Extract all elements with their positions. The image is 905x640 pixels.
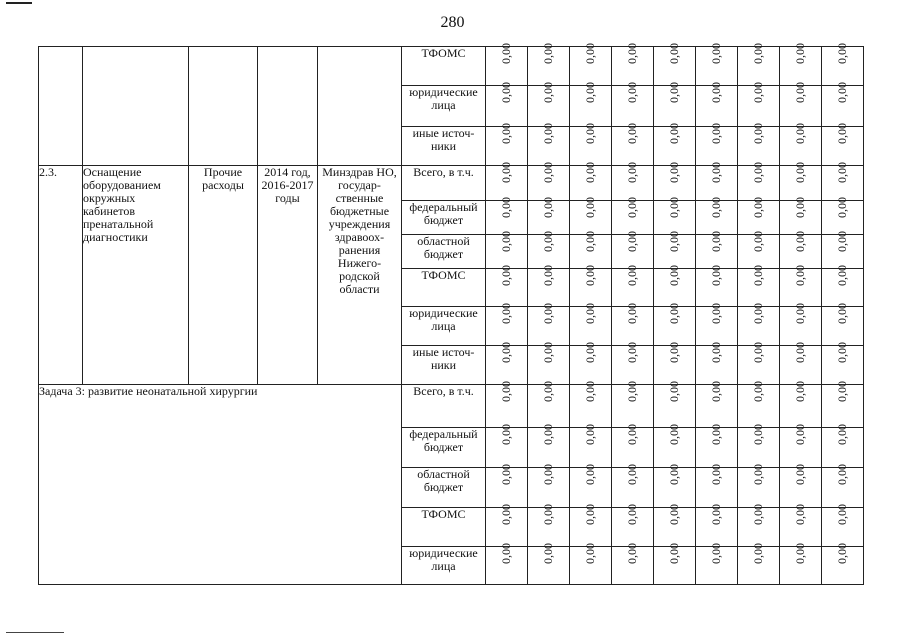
funding-source-label: федеральный бюджет xyxy=(402,201,486,235)
value-cell xyxy=(780,43,822,86)
value-cell xyxy=(738,43,780,86)
value-cell xyxy=(528,162,570,201)
value-text: 0,00 xyxy=(709,504,723,525)
value-text: 0,00 xyxy=(625,424,639,445)
value-text: 0,00 xyxy=(583,43,597,64)
item-executor: Минздрав НО, государ-ственные бюджетные учреждения здравоох-ранения Нижего-родской области xyxy=(318,166,402,385)
value-cell xyxy=(780,123,822,166)
value-text: 0,00 xyxy=(793,303,807,324)
value-text: 0,00 xyxy=(541,197,555,218)
funding-source-label: ТФОМС xyxy=(402,47,486,86)
value-text: 0,00 xyxy=(499,82,513,103)
value-text: 0,00 xyxy=(667,265,681,286)
value-text: 0,00 xyxy=(751,342,765,363)
value-cell xyxy=(570,303,612,346)
value-text: 0,00 xyxy=(667,424,681,445)
value-cell xyxy=(696,43,738,86)
value-cell xyxy=(570,464,612,508)
value-text: 0,00 xyxy=(793,197,807,218)
value-cell xyxy=(738,543,780,585)
value-text: 0,00 xyxy=(667,504,681,525)
value-cell xyxy=(654,381,696,428)
value-text: 0,00 xyxy=(667,342,681,363)
value-text: 0,00 xyxy=(709,231,723,252)
value-text: 0,00 xyxy=(541,504,555,525)
value-text: 0,00 xyxy=(499,424,513,445)
value-text: 0,00 xyxy=(835,231,849,252)
value-cell xyxy=(528,265,570,307)
value-text: 0,00 xyxy=(625,464,639,485)
value-cell xyxy=(822,464,864,508)
value-text: 0,00 xyxy=(793,543,807,564)
value-text: 0,00 xyxy=(583,381,597,402)
funding-source-label: иные источ-ники xyxy=(402,127,486,166)
value-cell xyxy=(738,303,780,346)
value-cell xyxy=(738,265,780,307)
value-cell xyxy=(696,381,738,428)
value-cell xyxy=(612,543,654,585)
value-cell xyxy=(612,197,654,235)
value-text: 0,00 xyxy=(709,265,723,286)
value-cell xyxy=(822,82,864,127)
value-text: 0,00 xyxy=(583,464,597,485)
value-cell xyxy=(822,231,864,269)
value-cell xyxy=(528,543,570,585)
value-text: 0,00 xyxy=(625,504,639,525)
value-cell xyxy=(654,197,696,235)
value-cell xyxy=(654,464,696,508)
value-text: 0,00 xyxy=(667,43,681,64)
table-row xyxy=(39,385,864,428)
value-cell xyxy=(486,162,528,201)
value-text: 0,00 xyxy=(667,82,681,103)
funding-source-label: юридические лица xyxy=(402,547,486,585)
value-cell xyxy=(696,162,738,201)
value-cell xyxy=(696,303,738,346)
value-text: 0,00 xyxy=(625,162,639,183)
value-text: 0,00 xyxy=(751,265,765,286)
value-cell xyxy=(612,464,654,508)
value-text: 0,00 xyxy=(751,123,765,144)
value-cell xyxy=(528,464,570,508)
value-cell xyxy=(528,424,570,468)
funding-source-label: федеральный бюджет xyxy=(402,428,486,468)
value-text: 0,00 xyxy=(835,123,849,144)
value-cell xyxy=(528,197,570,235)
value-text: 0,00 xyxy=(835,82,849,103)
corner-rule xyxy=(6,2,32,4)
value-cell xyxy=(486,123,528,166)
value-text: 0,00 xyxy=(625,82,639,103)
value-text: 0,00 xyxy=(541,82,555,103)
value-text: 0,00 xyxy=(835,342,849,363)
value-cell xyxy=(570,543,612,585)
value-cell xyxy=(486,543,528,585)
value-cell xyxy=(528,123,570,166)
value-text: 0,00 xyxy=(751,381,765,402)
value-cell xyxy=(570,43,612,86)
value-cell xyxy=(696,123,738,166)
value-text: 0,00 xyxy=(583,265,597,286)
value-cell xyxy=(822,162,864,201)
value-cell xyxy=(654,123,696,166)
value-cell xyxy=(528,504,570,547)
value-cell xyxy=(822,381,864,428)
value-text: 0,00 xyxy=(793,43,807,64)
value-text: 0,00 xyxy=(709,381,723,402)
value-cell xyxy=(738,381,780,428)
bottom-rule xyxy=(6,632,64,633)
value-cell xyxy=(822,303,864,346)
value-text: 0,00 xyxy=(793,231,807,252)
value-text: 0,00 xyxy=(793,464,807,485)
value-cell xyxy=(570,342,612,385)
value-text: 0,00 xyxy=(583,543,597,564)
empty-cell-num xyxy=(39,47,83,166)
value-cell xyxy=(654,43,696,86)
value-text: 0,00 xyxy=(541,464,555,485)
value-cell xyxy=(822,504,864,547)
value-cell xyxy=(486,197,528,235)
value-cell xyxy=(528,82,570,127)
value-cell xyxy=(528,231,570,269)
value-cell xyxy=(780,464,822,508)
value-text: 0,00 xyxy=(583,197,597,218)
value-cell xyxy=(738,424,780,468)
value-cell xyxy=(738,342,780,385)
value-cell xyxy=(780,303,822,346)
value-text: 0,00 xyxy=(835,43,849,64)
value-text: 0,00 xyxy=(625,43,639,64)
value-cell xyxy=(612,303,654,346)
value-cell xyxy=(738,162,780,201)
value-text: 0,00 xyxy=(835,424,849,445)
value-cell xyxy=(780,504,822,547)
value-cell xyxy=(528,381,570,428)
value-text: 0,00 xyxy=(499,464,513,485)
value-cell xyxy=(612,265,654,307)
funding-source-label: ТФОМС xyxy=(402,508,486,547)
value-text: 0,00 xyxy=(751,197,765,218)
value-text: 0,00 xyxy=(709,82,723,103)
funding-source-label: областной бюджет xyxy=(402,235,486,269)
value-cell xyxy=(486,303,528,346)
value-text: 0,00 xyxy=(541,381,555,402)
value-cell xyxy=(612,342,654,385)
value-text: 0,00 xyxy=(751,82,765,103)
value-cell xyxy=(654,342,696,385)
value-text: 0,00 xyxy=(751,162,765,183)
value-cell xyxy=(486,464,528,508)
value-text: 0,00 xyxy=(751,464,765,485)
value-cell xyxy=(570,504,612,547)
empty-cell-name xyxy=(83,47,189,166)
value-cell xyxy=(570,162,612,201)
value-text: 0,00 xyxy=(499,381,513,402)
item-years: 2014 год, 2016-2017 годы xyxy=(258,166,318,385)
value-text: 0,00 xyxy=(835,303,849,324)
value-cell xyxy=(612,424,654,468)
funding-table-body xyxy=(39,43,864,585)
item-cost-category: Прочие расходы xyxy=(189,166,258,385)
value-text: 0,00 xyxy=(835,265,849,286)
value-cell xyxy=(654,82,696,127)
value-text: 0,00 xyxy=(709,424,723,445)
value-text: 0,00 xyxy=(583,82,597,103)
value-text: 0,00 xyxy=(709,342,723,363)
value-cell xyxy=(822,123,864,166)
value-cell xyxy=(486,82,528,127)
value-text: 0,00 xyxy=(835,543,849,564)
item-name: Оснащение оборудованием окружных кабинетов пренатальной диагностики xyxy=(83,166,189,385)
value-cell xyxy=(696,504,738,547)
funding-source-label: иные источ-ники xyxy=(402,346,486,385)
value-cell xyxy=(570,381,612,428)
value-text: 0,00 xyxy=(499,197,513,218)
value-cell xyxy=(612,231,654,269)
value-cell xyxy=(780,381,822,428)
value-text: 0,00 xyxy=(793,123,807,144)
value-cell xyxy=(822,424,864,468)
value-cell xyxy=(528,43,570,86)
value-text: 0,00 xyxy=(709,162,723,183)
value-cell xyxy=(780,82,822,127)
value-cell xyxy=(612,82,654,127)
funding-source-label: Всего, в т.ч. xyxy=(402,166,486,201)
value-cell xyxy=(612,43,654,86)
value-cell xyxy=(738,504,780,547)
value-text: 0,00 xyxy=(541,342,555,363)
value-text: 0,00 xyxy=(625,342,639,363)
value-text: 0,00 xyxy=(835,162,849,183)
value-text: 0,00 xyxy=(583,504,597,525)
value-cell xyxy=(528,303,570,346)
value-text: 0,00 xyxy=(499,231,513,252)
value-cell xyxy=(612,162,654,201)
value-cell xyxy=(486,342,528,385)
value-cell xyxy=(570,424,612,468)
value-cell xyxy=(822,197,864,235)
value-cell xyxy=(780,265,822,307)
value-text: 0,00 xyxy=(835,504,849,525)
value-cell xyxy=(570,123,612,166)
table-row xyxy=(39,47,864,86)
value-cell xyxy=(696,464,738,508)
value-cell xyxy=(654,424,696,468)
value-cell xyxy=(486,424,528,468)
value-text: 0,00 xyxy=(583,303,597,324)
value-text: 0,00 xyxy=(667,303,681,324)
value-text: 0,00 xyxy=(793,504,807,525)
value-text: 0,00 xyxy=(709,123,723,144)
value-text: 0,00 xyxy=(793,424,807,445)
value-text: 0,00 xyxy=(499,43,513,64)
value-cell xyxy=(738,82,780,127)
value-text: 0,00 xyxy=(751,543,765,564)
value-cell xyxy=(486,43,528,86)
funding-source-label: областной бюджет xyxy=(402,468,486,508)
value-text: 0,00 xyxy=(667,197,681,218)
value-text: 0,00 xyxy=(541,424,555,445)
value-cell xyxy=(486,381,528,428)
value-text: 0,00 xyxy=(793,162,807,183)
value-cell xyxy=(570,197,612,235)
value-text: 0,00 xyxy=(583,162,597,183)
value-cell xyxy=(780,543,822,585)
value-text: 0,00 xyxy=(667,231,681,252)
value-text: 0,00 xyxy=(541,543,555,564)
value-cell xyxy=(738,464,780,508)
empty-cell-years xyxy=(258,47,318,166)
value-text: 0,00 xyxy=(583,231,597,252)
value-cell xyxy=(738,123,780,166)
value-text: 0,00 xyxy=(793,265,807,286)
value-cell xyxy=(780,197,822,235)
value-cell xyxy=(780,231,822,269)
value-text: 0,00 xyxy=(709,464,723,485)
value-cell xyxy=(570,265,612,307)
value-cell xyxy=(696,197,738,235)
value-text: 0,00 xyxy=(499,504,513,525)
value-text: 0,00 xyxy=(667,543,681,564)
value-cell xyxy=(612,504,654,547)
value-text: 0,00 xyxy=(541,123,555,144)
value-cell xyxy=(654,162,696,201)
value-cell xyxy=(528,342,570,385)
value-text: 0,00 xyxy=(835,381,849,402)
value-cell xyxy=(738,231,780,269)
value-text: 0,00 xyxy=(625,543,639,564)
task-heading: Задача 3: развитие неонатальной хирургии xyxy=(39,385,402,585)
value-cell xyxy=(654,504,696,547)
value-text: 0,00 xyxy=(499,303,513,324)
value-cell xyxy=(612,381,654,428)
value-cell xyxy=(696,342,738,385)
value-text: 0,00 xyxy=(625,197,639,218)
value-text: 0,00 xyxy=(667,381,681,402)
value-text: 0,00 xyxy=(793,342,807,363)
value-text: 0,00 xyxy=(499,543,513,564)
value-text: 0,00 xyxy=(667,162,681,183)
value-text: 0,00 xyxy=(709,303,723,324)
value-cell xyxy=(822,265,864,307)
value-text: 0,00 xyxy=(583,424,597,445)
value-cell xyxy=(486,504,528,547)
value-text: 0,00 xyxy=(667,123,681,144)
value-text: 0,00 xyxy=(583,123,597,144)
value-text: 0,00 xyxy=(499,342,513,363)
table-row xyxy=(39,166,864,201)
value-text: 0,00 xyxy=(835,464,849,485)
value-cell xyxy=(822,43,864,86)
value-text: 0,00 xyxy=(793,82,807,103)
value-text: 0,00 xyxy=(541,303,555,324)
value-text: 0,00 xyxy=(625,265,639,286)
value-cell xyxy=(822,543,864,585)
value-text: 0,00 xyxy=(751,504,765,525)
empty-cell-executor xyxy=(318,47,402,166)
value-cell xyxy=(696,543,738,585)
value-text: 0,00 xyxy=(835,197,849,218)
funding-source-label: юридические лица xyxy=(402,307,486,346)
value-cell xyxy=(612,123,654,166)
value-text: 0,00 xyxy=(499,123,513,144)
value-text: 0,00 xyxy=(499,162,513,183)
value-text: 0,00 xyxy=(625,381,639,402)
value-cell xyxy=(570,231,612,269)
value-cell xyxy=(696,265,738,307)
value-cell xyxy=(822,342,864,385)
value-cell xyxy=(780,342,822,385)
value-cell xyxy=(738,197,780,235)
value-cell xyxy=(780,162,822,201)
value-text: 0,00 xyxy=(751,303,765,324)
value-cell xyxy=(654,543,696,585)
value-cell xyxy=(654,231,696,269)
funding-source-label: ТФОМС xyxy=(402,269,486,307)
value-cell xyxy=(486,265,528,307)
value-text: 0,00 xyxy=(541,265,555,286)
value-cell xyxy=(486,231,528,269)
value-text: 0,00 xyxy=(541,231,555,252)
value-cell xyxy=(696,82,738,127)
item-number: 2.3. xyxy=(39,166,83,385)
value-text: 0,00 xyxy=(751,43,765,64)
funding-source-label: юридические лица xyxy=(402,86,486,127)
value-text: 0,00 xyxy=(625,123,639,144)
funding-table xyxy=(38,43,864,585)
value-cell xyxy=(696,424,738,468)
value-cell xyxy=(696,231,738,269)
value-text: 0,00 xyxy=(625,303,639,324)
funding-source-label: Всего, в т.ч. xyxy=(402,385,486,428)
value-text: 0,00 xyxy=(751,231,765,252)
value-text: 0,00 xyxy=(667,464,681,485)
value-cell xyxy=(654,265,696,307)
value-text: 0,00 xyxy=(625,231,639,252)
value-cell xyxy=(570,82,612,127)
value-text: 0,00 xyxy=(499,265,513,286)
value-text: 0,00 xyxy=(583,342,597,363)
empty-cell-cost xyxy=(189,47,258,166)
value-text: 0,00 xyxy=(541,43,555,64)
value-text: 0,00 xyxy=(751,424,765,445)
value-cell xyxy=(654,303,696,346)
value-text: 0,00 xyxy=(709,543,723,564)
value-text: 0,00 xyxy=(541,162,555,183)
value-cell xyxy=(780,424,822,468)
value-text: 0,00 xyxy=(709,197,723,218)
value-text: 0,00 xyxy=(793,381,807,402)
value-text: 0,00 xyxy=(709,43,723,64)
page-number: 280 xyxy=(440,14,465,31)
